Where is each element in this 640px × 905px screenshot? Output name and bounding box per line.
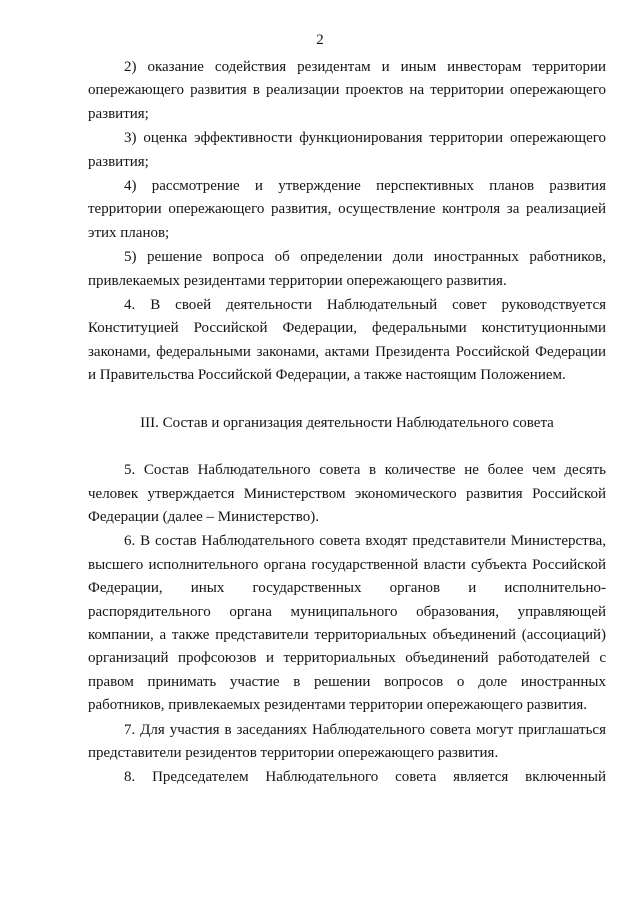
list-item-4: 4) рассмотрение и утверждение перспективных планов развития территории опережающего развития, осуществление контроля за реализацией этих планов; <box>88 178 606 241</box>
list-item-2: 2) оказание содействия резидентам и иным инвесторам территории опережающего развития в реализации проектов на территории опережающего развития; <box>88 59 606 122</box>
clause-7: 7. Для участия в заседаниях Наблюдательного совета могут приглашаться представители резидентов территории опережающего развития. <box>88 721 606 761</box>
list-item-5: 5) решение вопроса об определении доли иностранных работников, привлекаемых резидентами территории опережающего развития. <box>88 249 606 289</box>
clause-5: 5. Состав Наблюдательного совета в количестве не более чем десять человек утверждается Министерством экономического развития Российской Федерации (далее – Министерство). <box>88 462 606 525</box>
clause-4: 4. В своей деятельности Наблюдательный совет руководствуется Конституцией Российской Федерации, федеральными конституционными законами, федеральными законами, актами Президента Российской Федерации и Правительства Российской Федерации, а также настоящим Положением. <box>88 297 606 384</box>
page-number: 2 <box>316 32 324 48</box>
document-body <box>88 56 606 790</box>
section-heading: III. Состав и организация деятельности Наблюдательного совета <box>140 414 554 431</box>
clause-6: 6. В состав Наблюдательного совета входят представители Министерства, высшего исполнительного органа государственной власти субъекта Российской Федерации, иных государственных органов и исполнительно-распорядительного органа муниципального образования, управляющей компании, а также представители территориальных объединений (ассоциаций) организаций профсоюзов и территориальных объединений работодателей с правом принимать участие в решении вопросов о доле иностранных работников, привлекаемых резидентами территории опережающего развития. <box>88 533 606 714</box>
clause-8: 8. Председателем Наблюдательного совета является включенный <box>124 769 606 786</box>
list-item-3: 3) оценка эффективности функционирования территории опережающего развития; <box>88 130 606 170</box>
section-heading-wrap <box>88 412 606 435</box>
